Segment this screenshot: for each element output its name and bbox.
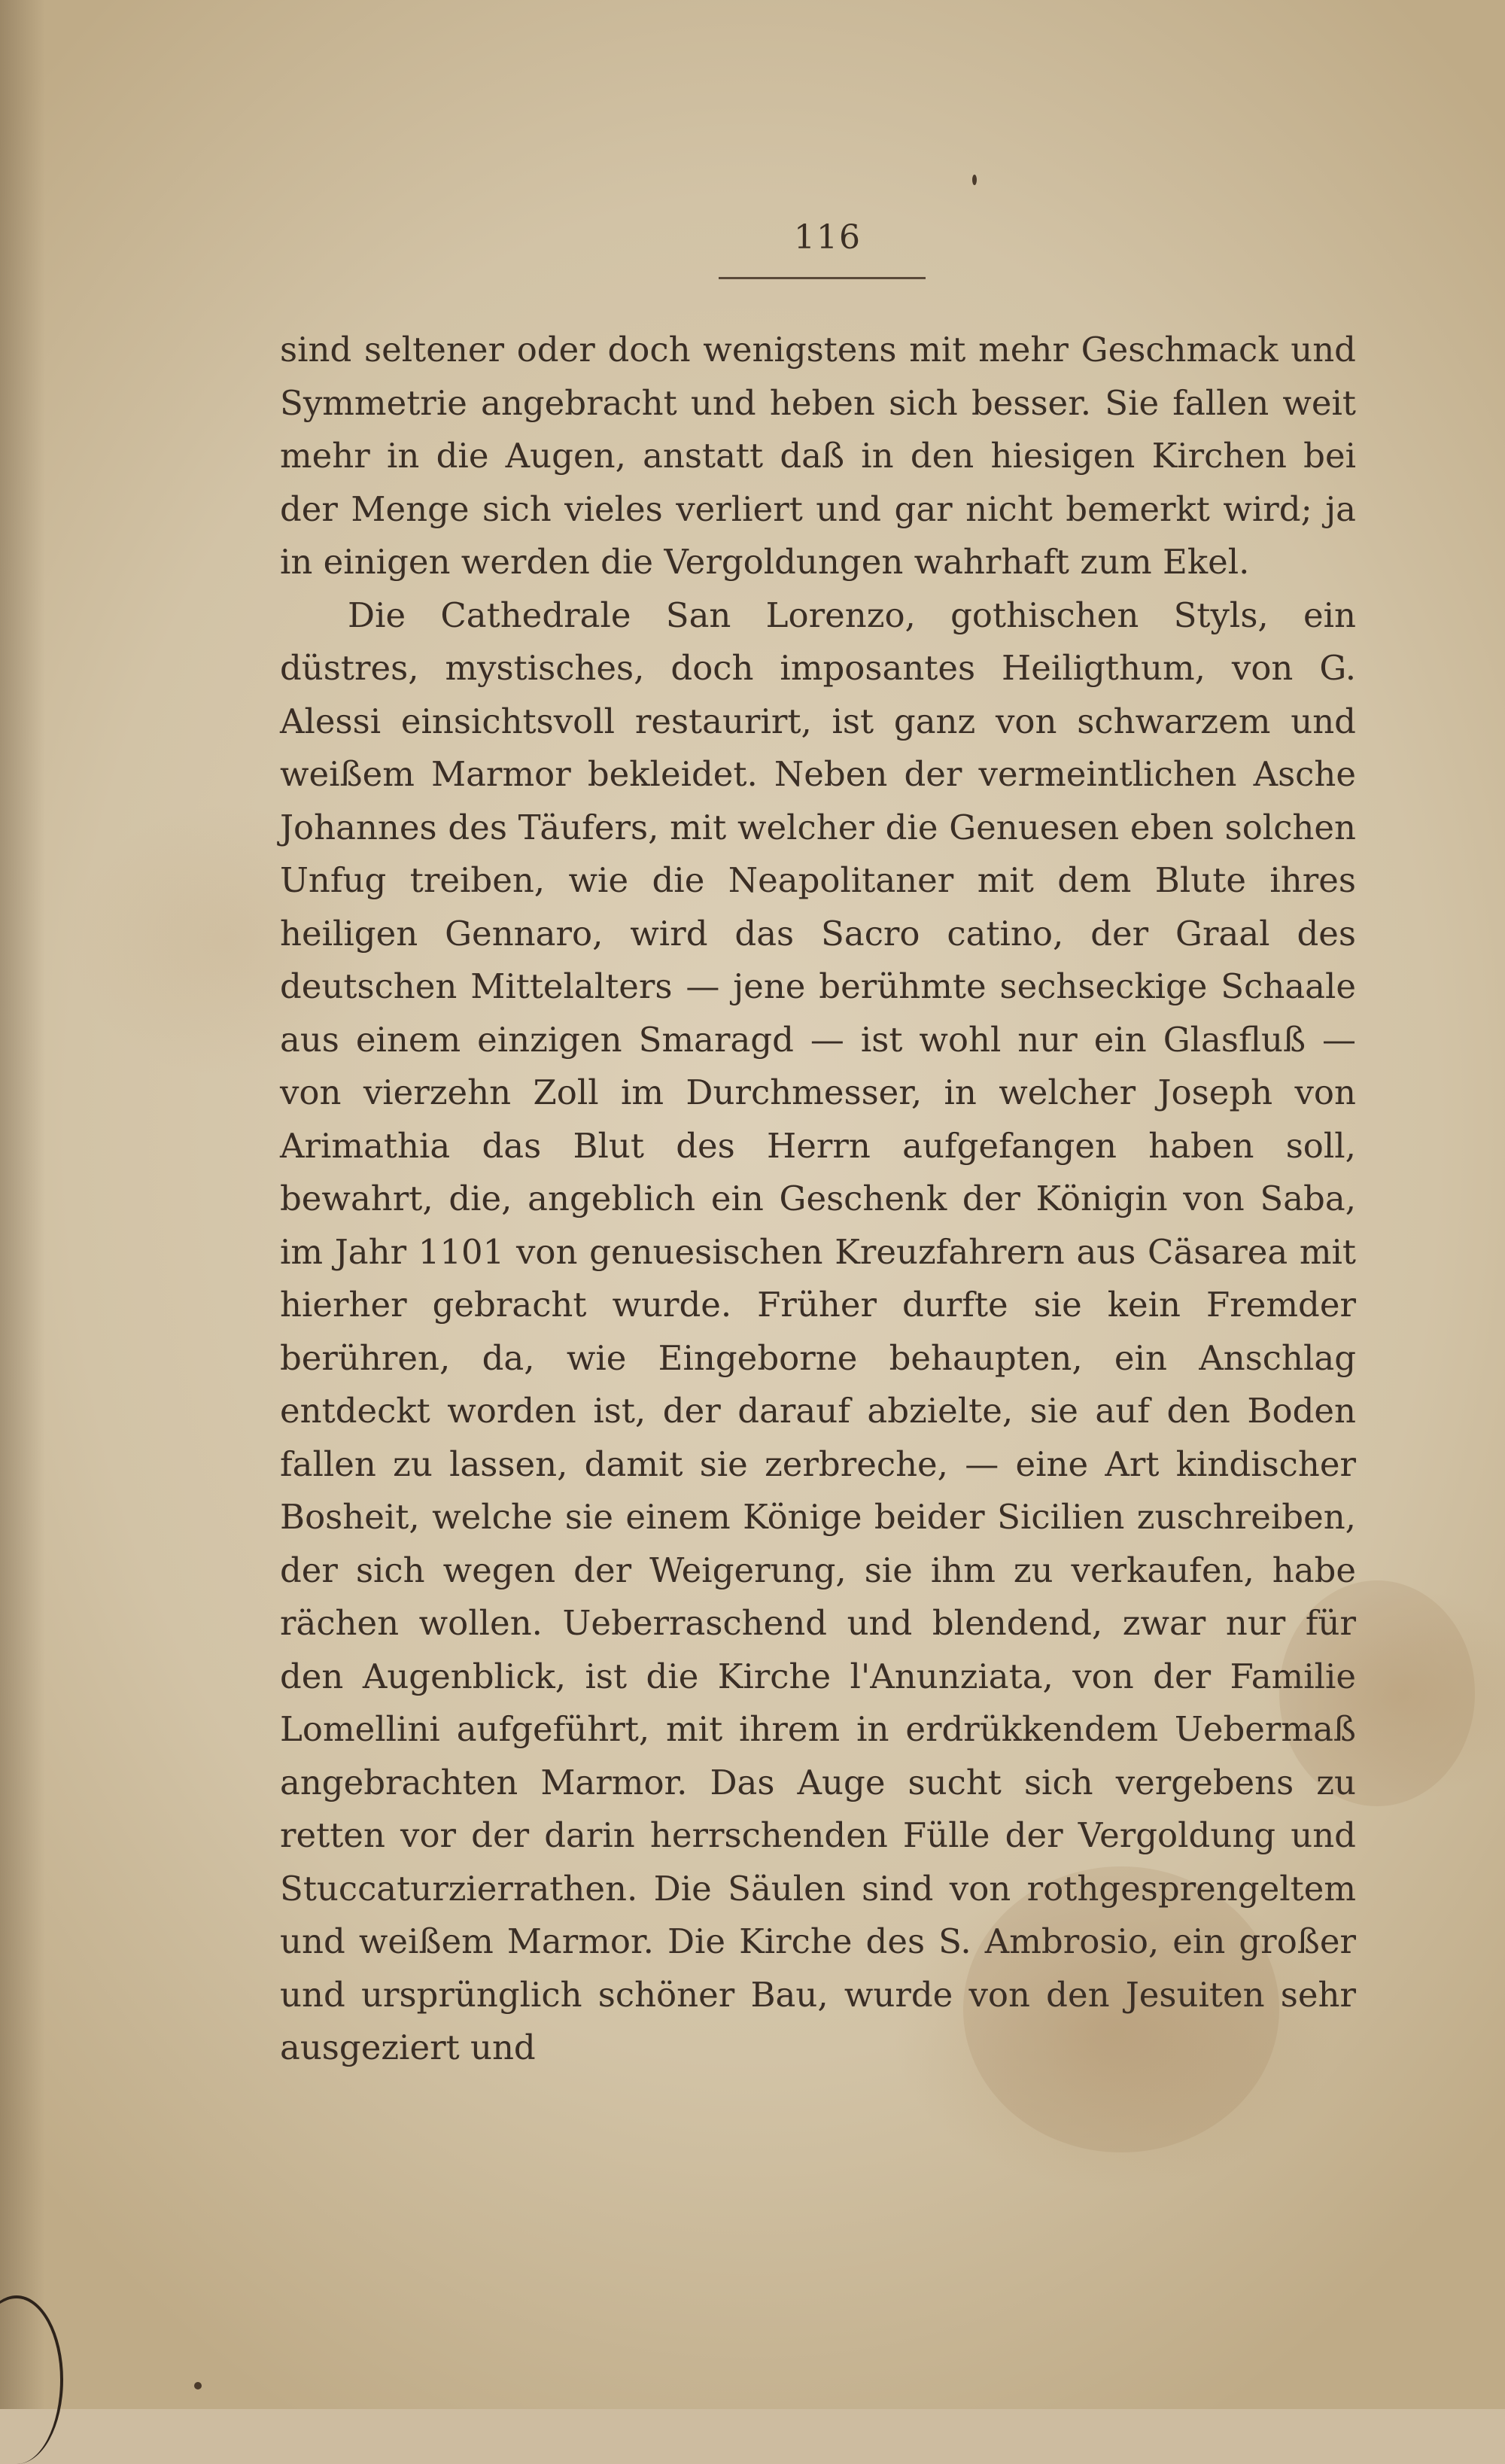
header-rule [719, 277, 926, 279]
page-corner-edge [0, 2295, 63, 2464]
page-spine-shadow [0, 0, 45, 2409]
ink-speck [972, 175, 977, 185]
paragraph-cathedral: Die Cathedrale San Lorenzo, gothischen Styls, ein düstres, mystisches, doch imposantes Heiligthum, von G. Alessi einsichtsvoll restaurirt, ist ganz von schwarzem und weißem Marmor bekleidet. Neben der vermeintlichen Asche Johannes des Täufers, mit welcher die Genuesen eben solchen Unfug treiben, wie die Neapolitaner mit dem Blute ihres heiligen Gennaro, wird das Sacro catino, der Graal des deutschen Mittelalters — jene berühmte sechseckige Schaale aus einem einzigen Smaragd — ist wohl nur ein Glasfluß — von vierzehn Zoll im Durchmesser, in welcher Joseph von Arimathia das Blut des Herrn aufgefangen haben soll, bewahrt, die, angeblich ein Geschenk der Königin von Saba, im Jahr 1101 von genuesischen Kreuzfahrern aus Cäsarea mit hierher gebracht wurde. Früher durfte sie kein Fremder berühren, da, wie Eingeborne behaupten, ein Anschlag entdeckt worden ist, der darauf abzielte, sie auf den Boden fallen zu lassen, damit sie zerbreche, — eine Art kindischer Bosheit, welche sie einem Könige beider Sicilien zuschreiben, der sich wegen der Weigerung, sie ihm zu verkaufen, habe rächen wollen. Ueberraschend und blendend, zwar nur für den Augenblick, ist die Kirche l'Anunziata, von der Familie Lomellini aufgeführt, mit ihrem in erdrükkendem Uebermaß angebrachten Marmor. Das Auge sucht sich vergebens zu retten vor der darin herrschenden Fülle der Vergoldung und Stuccaturzierrathen. Die Säulen sind von rothgesprengeltem und weißem Marmor. Die Kirche des S. Ambrosio, ein großer und ursprünglich schöner Bau, wurde von den Jesuiten sehr ausgeziert und [280, 595, 1356, 2067]
ink-speck [194, 2382, 202, 2389]
page-number: 116 [794, 218, 862, 257]
body-text [280, 324, 1356, 2075]
paragraph-continuation: sind seltener oder doch wenigstens mit mehr Geschmack und Symmetrie angebracht und heben sich besser. Sie fallen weit mehr in die Augen, anstatt daß in den hiesigen Kirchen bei der Menge sich vieles verliert und gar nicht bemerkt wird; ja in einigen werden die Vergoldungen wahrhaft zum Ekel. [280, 330, 1356, 582]
